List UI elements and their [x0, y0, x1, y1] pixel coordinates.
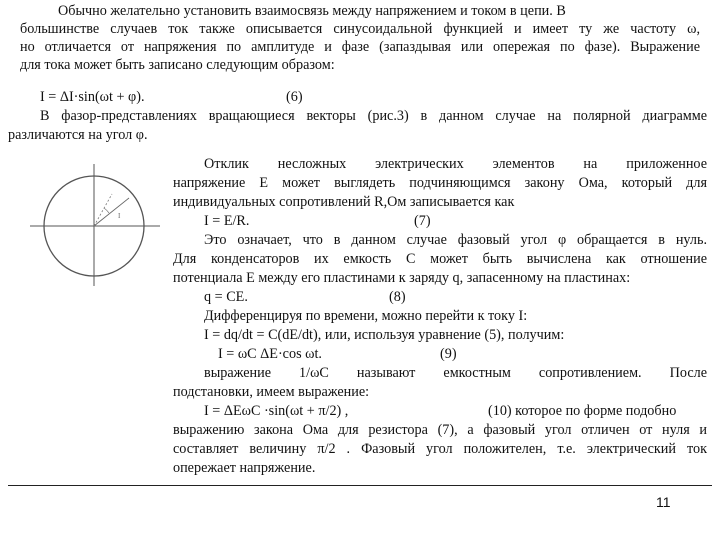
intro-line-4: для тока может быть записано следующим образом: [20, 57, 335, 73]
equation-6: I = ΔI·sin(ωt + φ). [40, 89, 145, 105]
right-line-13: подстановки, имеем выражение: [173, 384, 370, 400]
right-line-6: Для конденсаторов их емкость С может быть вычислена как отношение [173, 251, 707, 267]
right-line-17: опережает напряжение. [173, 460, 316, 476]
equation-6-number: (6) [286, 89, 303, 105]
equation-7: I = E/R. [204, 213, 250, 229]
polar-diagram-figure [30, 158, 162, 290]
intro-line-1: Обычно желательно установить взаимосвязь между напряжением и током в цепи. В [58, 3, 566, 19]
phasor-line-2: различаются на угол φ. [8, 127, 148, 143]
intro-line-2: большинстве случаев ток также описывается синусоидальной функцией и имеет ту же частоту ω, [20, 21, 700, 37]
equation-9: I = ωC ΔE·cos ωt. [218, 346, 322, 362]
equation-9-number: (9) [440, 346, 457, 362]
right-line-2: напряжение Е может выглядеть подчиняющимся закону Ома, который для [173, 175, 707, 191]
right-line-3: индивидуальных сопротивлений R,Ом записывается как [173, 194, 515, 210]
right-line-9: Дифференцируя по времени, можно перейти к току I: [204, 308, 528, 324]
footer-rule [8, 485, 712, 486]
phasor-line-1: В фазор-представлениях вращающиеся векторы (рис.3) в данном случае на полярной диаграмме [40, 108, 707, 124]
intro-line-3: но отличается от напряжения по амплитуде и фазе (запаздывая или опережая по фазе). Выражение [20, 39, 700, 55]
right-line-15: выражению закона Ома для резистора (7), а фазовый угол отличен от нуля и [173, 422, 707, 438]
voltage-vector [94, 198, 129, 226]
equation-8: q = CE. [204, 289, 248, 305]
equation-10-number: (10) которое по форме подобно [488, 403, 677, 419]
phase-angle-arc [104, 208, 109, 213]
vector-label: Ι [118, 212, 121, 220]
right-line-5: Это означает, что в данном случае фазовый угол φ обращается в нуль. [204, 232, 707, 248]
right-line-1: Отклик несложных электрических элементов на приложенное [204, 156, 707, 172]
current-vector [94, 194, 112, 226]
right-line-7: потенциала Е между его пластинами к заряду q, запасенному на пластинах: [173, 270, 631, 286]
equation-7-number: (7) [414, 213, 431, 229]
equation-8-number: (8) [389, 289, 406, 305]
right-line-16: составляет величину π/2 . Фазовый угол положителен, т.е. электрический ток [173, 441, 707, 457]
equation-10: I = ΔEωC ·sin(ωt + π/2) , [204, 403, 349, 419]
page-number: 11 [656, 494, 671, 510]
right-line-12: выражение 1/ωC называют емкостным сопротивлением. После [204, 365, 707, 381]
right-line-10: I = dq/dt = C(dE/dt), или, используя уравнение (5), получим: [204, 327, 565, 343]
